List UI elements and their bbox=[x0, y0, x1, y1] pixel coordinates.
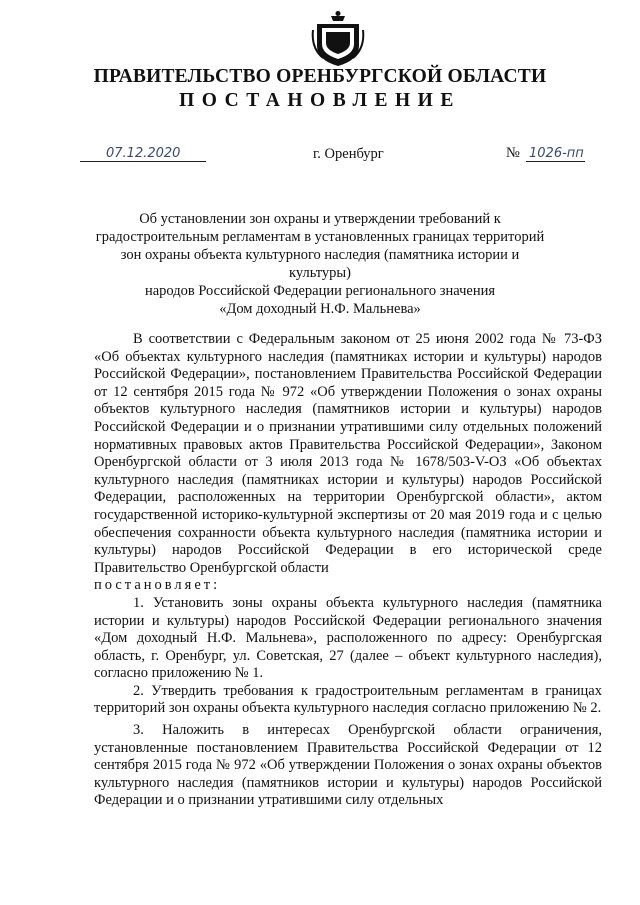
title-line: «Дом доходный Н.Ф. Мальнева» bbox=[219, 301, 421, 317]
item-2-paragraph: 2. Утвердить требования к градостроительным регламентам в границах территорий зон охраны объекта культурного наследия согласно приложению № 2. bbox=[94, 682, 602, 717]
item-3-paragraph: 3. Наложить в интересах Оренбургской области ограничения, установленные постановлением Правительства Российской Федерации от 12 сентября 2015 года № 972 «Об утверждении Положения о зонах охраны объектов культурного наследия (памятников истории и культуры) народов Российской Федерации и о признании утратившими силу отдельных bbox=[94, 722, 602, 809]
decree-word: постановляет: bbox=[94, 577, 221, 594]
title-line: градостроительным регламентам в установленных границах территорий bbox=[95, 229, 545, 245]
document-number: 1026-пп bbox=[529, 146, 584, 161]
document-body bbox=[94, 331, 602, 810]
document-title bbox=[90, 210, 550, 318]
preamble-paragraph: В соответствии с Федеральным законом от 25 июня 2002 года № 73-ФЗ «Об объектах культурного наследия (памятниках истории и культуры) народов Российской Федерации», постановлением Правительства Российской Федерации от 12 сентября 2015 года № 972 «Об утверждении Положения о зонах охраны объектов культурного наследия (памятников истории и культуры) народов Российской Федерации и о признании утратившими силу отдельных положений нормативных правовых актов Правительства Российской Федерации», Законом Оренбургской области от 3 июля 2013 года № 1678/503-V-ОЗ «Об объектах культурного наследия (памятниках истории и культуры) народов Российской Федерации, расположенных на территории Оренбургской области», актом государственной историко-культурной экспертизы от 20 мая 2019 года и с целью обеспечения сохранности объекта культурного наследия (памятника истории и культуры) народов Российской Федерации в его исторической среде Правительство Оренбургской области bbox=[94, 331, 602, 576]
coat-of-arms-emblem bbox=[311, 10, 365, 68]
document-date: 07.12.2020 bbox=[106, 146, 181, 161]
document-type: ПОСТАНОВЛЕНИЕ bbox=[179, 90, 461, 111]
date-underline bbox=[80, 161, 206, 162]
title-line: Об установлении зон охраны и утверждении требований к bbox=[139, 211, 501, 227]
title-line: народов Российской Федерации регионального значения bbox=[144, 283, 496, 299]
item-1-paragraph: 1. Установить зоны охраны объекта культурного наследия (памятника истории и культуры) народов Российской Федерации регионального значения «Дом доходный Н.Ф. Мальнева», расположенного по адресу: Оренбургская область, г. Оренбург, ул. Советская, 27 (далее – объект культурного наследия), согласно приложению № 1. bbox=[94, 594, 602, 682]
document-city: г. Оренбург bbox=[313, 146, 384, 162]
number-underline bbox=[526, 161, 585, 162]
number-sign: № bbox=[506, 145, 520, 161]
government-name: ПРАВИТЕЛЬСТВО ОРЕНБУРГСКОЙ ОБЛАСТИ bbox=[93, 66, 547, 87]
title-line: зон охраны объекта культурного наследия (памятника истории и культуры) bbox=[120, 247, 520, 281]
